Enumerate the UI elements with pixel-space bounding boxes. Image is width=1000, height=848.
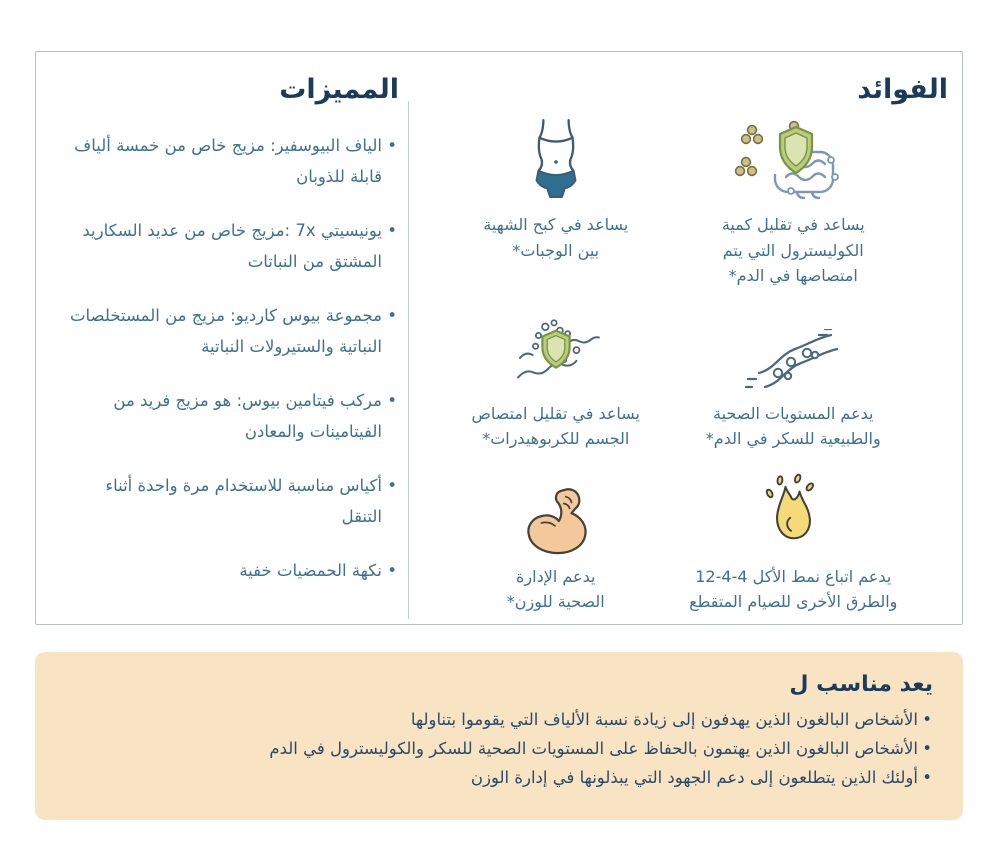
feature-item: • أكياس مناسبة للاستخدام مرة واحدة أثناء التنقل (60, 470, 399, 532)
suitable-list (65, 710, 933, 788)
suitable-title: يعد مناسب ل (789, 672, 933, 697)
benefits-title: الفوائد (857, 74, 948, 105)
benefit-item-carbs (437, 303, 675, 452)
feature-item: • مجموعة بيوس كارديو: مزيج من المستخلصات النباتية والستيرولات النباتية (60, 300, 399, 362)
features-list (60, 130, 399, 586)
benefit-caption: يساعد في تقليل امتصاص الجسم للكربوهيدرات* (471, 403, 640, 449)
suitable-item: • الأشخاص البالغون الذين يهدفون إلى زيادة نسبة الألياف التي يقوموا بتناولها (65, 710, 933, 730)
benefit-caption: يدعم الإدارة الصحية للوزن* (506, 566, 605, 612)
cholesterol-intestine-shield-icon (734, 114, 852, 204)
panel-divider (408, 101, 409, 619)
suitable-panel (35, 652, 963, 820)
benefit-caption: يدعم اتباع نمط الأكل 4-4-12 والطرق الأخرى للصيام المتقطع (689, 566, 898, 612)
features-section (36, 52, 409, 624)
suitable-item: • الأشخاص البالغون الذين يهتمون بالحفاظ على المستويات الصحية للسكر والكوليسترول في الدم (65, 739, 933, 759)
main-panel (35, 51, 963, 625)
benefit-caption: يساعد في كبح الشهية بين الوجبات* (483, 215, 629, 260)
benefits-section (409, 52, 962, 624)
feature-item: • الياف البيوسفير: مزيج خاص من خمسة ألياف قابلة للذوبان (60, 130, 399, 192)
blood-sugar-flow-icon (745, 303, 841, 393)
weight-management-bicep-icon (514, 466, 598, 556)
carb-absorption-shield-icon (511, 303, 601, 393)
appetite-waist-icon (522, 114, 590, 204)
feature-item: • نكهة الحمضيات خفية (60, 555, 399, 586)
benefit-item-weight (437, 466, 675, 615)
feature-item: • مركب فيتامين بيوس: هو مزيج فريد من الفيتامينات والمعادن (60, 385, 399, 447)
benefits-grid (437, 114, 912, 615)
benefit-item-cholesterol (675, 114, 913, 289)
benefit-caption: يساعد في تقليل كمية الكوليسترول التي يتم امتصاصها في الدم* (721, 215, 865, 286)
benefit-item-appetite (437, 114, 675, 289)
benefit-item-blood-sugar (675, 303, 913, 452)
features-title: المميزات (279, 74, 399, 105)
suitable-item: • أولئك الذين يتطلعون إلى دعم الجهود التي يبذلونها في إدارة الوزن (65, 768, 933, 788)
intermittent-fasting-flame-icon (755, 466, 831, 556)
feature-item: • يونيسيتي 7x :مزيج خاص من عديد السكاريد المشتق من النباتات (60, 215, 399, 277)
benefit-caption: يدعم المستويات الصحية والطبيعية للسكر في الدم* (705, 403, 881, 449)
benefit-item-fasting (675, 466, 913, 615)
